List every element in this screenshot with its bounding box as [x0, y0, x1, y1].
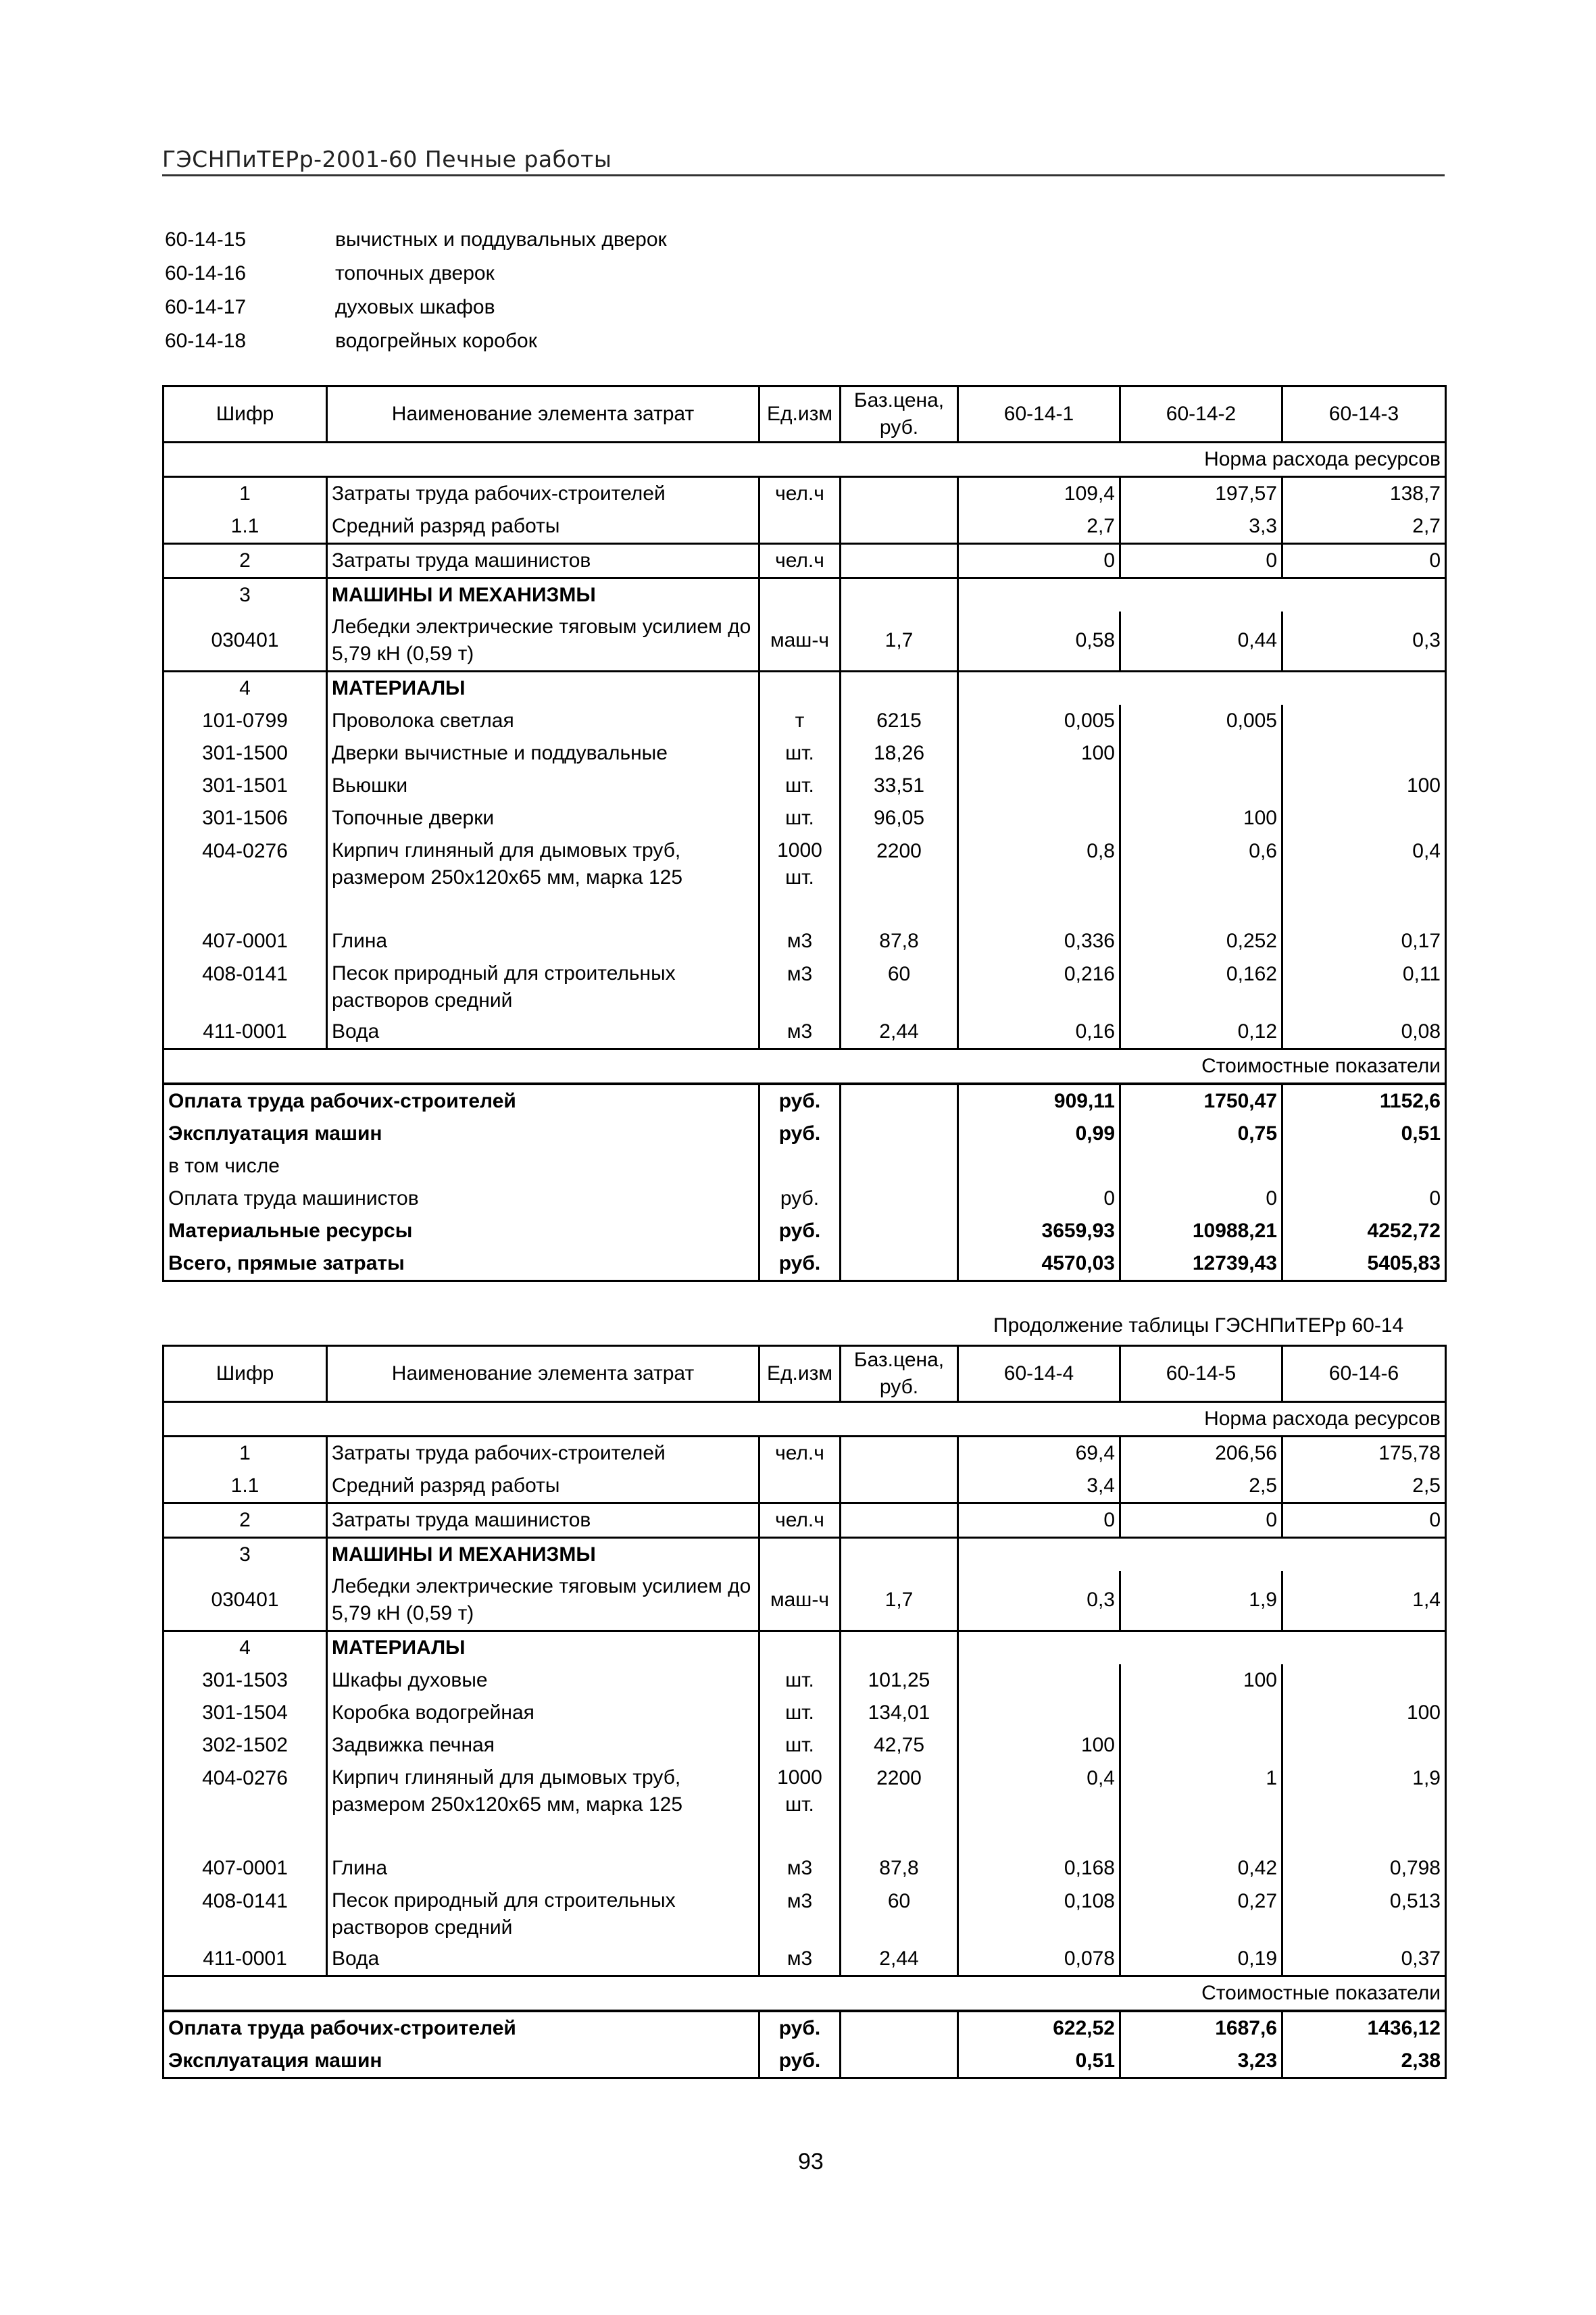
row-value-1: 0,58: [958, 612, 1120, 671]
row-unit: чел.ч: [759, 477, 841, 511]
row-value-1: 109,4: [958, 477, 1120, 511]
row-name: Средний разряд работы: [327, 1470, 759, 1503]
row-value-1: 2,7: [958, 510, 1120, 544]
running-header: ГЭСНПиТЕРр-2001-60 Печные работы: [162, 146, 612, 172]
row-value-2: [1120, 737, 1282, 770]
cost-unit: руб.: [759, 2011, 841, 2045]
row-unit: чел.ч: [759, 1503, 841, 1538]
cost-section-row: [164, 1049, 1446, 1084]
header-col-1: 60-14-4: [958, 1346, 1120, 1402]
row-value-3: 138,7: [1282, 477, 1446, 511]
section-row: [164, 578, 1446, 612]
cost-unit: руб.: [759, 1215, 841, 1247]
row-value-3: 0: [1282, 544, 1446, 578]
page-number: 93: [798, 2149, 824, 2174]
section-row: [164, 671, 1446, 705]
row-unit: шт.: [759, 1697, 841, 1729]
row-value-2: 100: [1120, 1664, 1282, 1697]
header-name: Наименование элемента затрат: [327, 1346, 759, 1402]
cost-value-1: 4570,03: [958, 1247, 1120, 1281]
row-value-1: 0,078: [958, 1943, 1120, 1976]
row-unit: м3: [759, 1016, 841, 1049]
row-value-1: 3,4: [958, 1470, 1120, 1503]
cost-section-row: [164, 1976, 1446, 2011]
row-value-2: 1: [1120, 1762, 1282, 1852]
row-value-3: 100: [1282, 770, 1446, 802]
header-name: Наименование элемента затрат: [327, 387, 759, 443]
row-code: 404-0276: [164, 1762, 327, 1852]
row-value-2: [1120, 770, 1282, 802]
row-code: 2: [164, 544, 327, 578]
section-title: МАШИНЫ И МЕХАНИЗМЫ: [327, 578, 759, 612]
row-price: [841, 477, 958, 511]
row-price: [841, 510, 958, 544]
row-code: 411-0001: [164, 1016, 327, 1049]
row-unit: м3: [759, 925, 841, 957]
row-name: Средний разряд работы: [327, 510, 759, 544]
row-name: Вода: [327, 1016, 759, 1049]
row-code: 030401: [164, 1571, 327, 1631]
code-list-code: 60-14-17: [165, 296, 247, 318]
row-value-2: 0: [1120, 544, 1282, 578]
row-value-2: 0,005: [1120, 705, 1282, 737]
row-unit: шт.: [759, 1729, 841, 1762]
row-value-1: [958, 1697, 1120, 1729]
row-unit: м3: [759, 957, 841, 1016]
row-code: 407-0001: [164, 1852, 327, 1885]
row-code: 101-0799: [164, 705, 327, 737]
cost-row: [164, 1247, 1446, 1281]
header-rule: [162, 174, 1445, 176]
row-value-3: 0,513: [1282, 1885, 1446, 1943]
row-code: 408-0141: [164, 957, 327, 1016]
row-unit: маш-ч: [759, 612, 841, 671]
row-value-2: 3,3: [1120, 510, 1282, 544]
row-value-2: 0,162: [1120, 957, 1282, 1016]
row-price: [841, 1503, 958, 1538]
row-value-1: 0: [958, 1503, 1120, 1538]
row-unit: маш-ч: [759, 1571, 841, 1631]
row-name: Вода: [327, 1943, 759, 1976]
row-value-3: 0,4: [1282, 835, 1446, 925]
row-code: 302-1502: [164, 1729, 327, 1762]
row-code: 1.1: [164, 510, 327, 544]
row-value-1: 0,4: [958, 1762, 1120, 1852]
table-row: [164, 1729, 1446, 1762]
row-name: Топочные дверки: [327, 802, 759, 835]
row-value-1: 0,336: [958, 925, 1120, 957]
cost-value-3: 2,38: [1282, 2045, 1446, 2078]
row-code: 3: [164, 1538, 327, 1572]
table-row: [164, 705, 1446, 737]
row-code: 4: [164, 671, 327, 705]
cost-unit: руб.: [759, 1247, 841, 1281]
row-code: 408-0141: [164, 1885, 327, 1943]
row-name: Задвижка печная: [327, 1729, 759, 1762]
row-unit: чел.ч: [759, 1437, 841, 1470]
resource-table-1: [162, 385, 1447, 1282]
header-unit: Ед.изм: [759, 387, 841, 443]
cost-value-1: [958, 1150, 1120, 1183]
row-value-3: 2,5: [1282, 1470, 1446, 1503]
row-value-3: [1282, 1729, 1446, 1762]
cost-row: [164, 1183, 1446, 1215]
cost-value-3: 5405,83: [1282, 1247, 1446, 1281]
row-price: 2,44: [841, 1943, 958, 1976]
row-name: Затраты труда машинистов: [327, 1503, 759, 1538]
cost-value-1: 3659,93: [958, 1215, 1120, 1247]
row-price: 2,44: [841, 1016, 958, 1049]
row-name: Затраты труда машинистов: [327, 544, 759, 578]
row-value-1: 0,005: [958, 705, 1120, 737]
row-price: 2200: [841, 1762, 958, 1852]
row-value-3: 0,798: [1282, 1852, 1446, 1885]
row-code: 407-0001: [164, 925, 327, 957]
code-list-text: вычистных и поддувальных дверок: [335, 228, 667, 251]
section-title: МАТЕРИАЛЫ: [327, 1631, 759, 1664]
norm-section-row: [164, 1402, 1446, 1437]
resource-table-2: [162, 1345, 1447, 2079]
row-price: [841, 1437, 958, 1470]
section-row: [164, 1631, 1446, 1664]
section-title: МАТЕРИАЛЫ: [327, 671, 759, 705]
table-row: [164, 835, 1446, 925]
code-list-code: 60-14-18: [165, 330, 247, 352]
row-value-3: 0,11: [1282, 957, 1446, 1016]
cost-name: Всего, прямые затраты: [164, 1247, 759, 1281]
row-price: 18,26: [841, 737, 958, 770]
row-value-1: 0,168: [958, 1852, 1120, 1885]
row-name: Вьюшки: [327, 770, 759, 802]
row-unit: т: [759, 705, 841, 737]
row-price: [841, 544, 958, 578]
row-unit: 1000 шт.: [759, 1762, 841, 1852]
row-value-3: 0,08: [1282, 1016, 1446, 1049]
code-list-code: 60-14-15: [165, 228, 247, 251]
row-name: Дверки вычистные и поддувальные: [327, 737, 759, 770]
code-list-text: водогрейных коробок: [335, 330, 537, 352]
row-price: 2200: [841, 835, 958, 925]
row-unit: м3: [759, 1852, 841, 1885]
row-value-2: 1,9: [1120, 1571, 1282, 1631]
row-price: 96,05: [841, 802, 958, 835]
code-list: [165, 223, 1111, 358]
cost-row: [164, 1150, 1446, 1183]
row-price: 101,25: [841, 1664, 958, 1697]
code-list-code: 60-14-16: [165, 262, 247, 284]
row-value-1: 0: [958, 544, 1120, 578]
cost-unit: руб.: [759, 2045, 841, 2078]
cost-section-label: Стоимостные показатели: [164, 1049, 1446, 1084]
row-price: 87,8: [841, 1852, 958, 1885]
cost-name: Эксплуатация машин: [164, 1118, 759, 1150]
row-unit: м3: [759, 1943, 841, 1976]
code-list-text: духовых шкафов: [335, 296, 495, 318]
cost-value-1: 909,11: [958, 1084, 1120, 1118]
row-unit: чел.ч: [759, 544, 841, 578]
row-unit: [759, 510, 841, 544]
table-row: [164, 544, 1446, 578]
cost-row: [164, 1118, 1446, 1150]
row-name: Глина: [327, 925, 759, 957]
cost-value-2: 12739,43: [1120, 1247, 1282, 1281]
row-unit: шт.: [759, 770, 841, 802]
cost-name: Оплата труда рабочих-строителей: [164, 2011, 759, 2045]
row-name: Проволока светлая: [327, 705, 759, 737]
code-list-item: [165, 291, 1111, 324]
row-value-3: [1282, 1664, 1446, 1697]
row-value-2: 0,19: [1120, 1943, 1282, 1976]
row-name: Глина: [327, 1852, 759, 1885]
header-col-3: 60-14-3: [1282, 387, 1446, 443]
cost-row: [164, 2045, 1446, 2078]
cost-name: Оплата труда машинистов: [164, 1183, 759, 1215]
row-unit: м3: [759, 1885, 841, 1943]
row-name: Коробка водогрейная: [327, 1697, 759, 1729]
header-code: Шифр: [164, 387, 327, 443]
table-row: [164, 1016, 1446, 1049]
row-unit: [759, 1470, 841, 1503]
header-price: Баз.цена, руб.: [841, 1346, 958, 1402]
row-unit: шт.: [759, 737, 841, 770]
row-name: Лебедки электрические тяговым усилием до 5,79 кН (0,59 т): [327, 612, 759, 671]
row-value-3: 0,17: [1282, 925, 1446, 957]
row-name: Кирпич глиняный для дымовых труб, размером 250х120х65 мм, марка 125: [327, 1762, 759, 1852]
section-title: МАШИНЫ И МЕХАНИЗМЫ: [327, 1538, 759, 1572]
norm-section-label: Норма расхода ресурсов: [164, 443, 1446, 477]
row-name: Песок природный для строительных растворов средний: [327, 1885, 759, 1943]
row-value-2: 206,56: [1120, 1437, 1282, 1470]
row-value-2: 0,44: [1120, 612, 1282, 671]
cost-unit: руб.: [759, 1084, 841, 1118]
row-unit: 1000 шт.: [759, 835, 841, 925]
cost-value-3: 4252,72: [1282, 1215, 1446, 1247]
row-value-1: 0,216: [958, 957, 1120, 1016]
code-list-text: топочных дверок: [335, 262, 495, 284]
row-price: 60: [841, 957, 958, 1016]
header-col-2: 60-14-2: [1120, 387, 1282, 443]
row-value-2: 0,252: [1120, 925, 1282, 957]
row-value-2: 0,12: [1120, 1016, 1282, 1049]
row-value-3: 1,4: [1282, 1571, 1446, 1631]
table-row: [164, 925, 1446, 957]
row-value-1: 0,3: [958, 1571, 1120, 1631]
row-price: 42,75: [841, 1729, 958, 1762]
row-code: 301-1500: [164, 737, 327, 770]
row-code: 301-1504: [164, 1697, 327, 1729]
table-row: [164, 737, 1446, 770]
row-value-2: 100: [1120, 802, 1282, 835]
continuation-caption: Продолжение таблицы ГЭСНПиТЕРр 60-14: [993, 1314, 1404, 1337]
cost-value-3: 0: [1282, 1183, 1446, 1215]
norm-section-label: Норма расхода ресурсов: [164, 1402, 1446, 1437]
table-row: [164, 1852, 1446, 1885]
row-value-1: 0,8: [958, 835, 1120, 925]
table-row: [164, 1503, 1446, 1538]
table-row: [164, 802, 1446, 835]
row-code: 030401: [164, 612, 327, 671]
cost-value-1: 622,52: [958, 2011, 1120, 2045]
cost-value-2: 0,75: [1120, 1118, 1282, 1150]
table-row: [164, 1571, 1446, 1631]
code-list-item: [165, 223, 1111, 257]
cost-row: [164, 2011, 1446, 2045]
cost-value-2: 1687,6: [1120, 2011, 1282, 2045]
cost-name: Оплата труда рабочих-строителей: [164, 1084, 759, 1118]
row-value-1: 0,108: [958, 1885, 1120, 1943]
row-price: 87,8: [841, 925, 958, 957]
row-price: [841, 1470, 958, 1503]
header-price: Баз.цена, руб.: [841, 387, 958, 443]
cost-value-3: 0,51: [1282, 1118, 1446, 1150]
row-value-1: [958, 802, 1120, 835]
row-code: 301-1503: [164, 1664, 327, 1697]
row-value-2: [1120, 1729, 1282, 1762]
table-row: [164, 1885, 1446, 1943]
cost-value-3: 1152,6: [1282, 1084, 1446, 1118]
table-row: [164, 1762, 1446, 1852]
table-row: [164, 612, 1446, 671]
norm-section-row: [164, 443, 1446, 477]
row-value-1: 100: [958, 737, 1120, 770]
section-row: [164, 1538, 1446, 1572]
table-row: [164, 1470, 1446, 1503]
cost-value-3: 1436,12: [1282, 2011, 1446, 2045]
cost-value-2: 0: [1120, 1183, 1282, 1215]
row-price: 134,01: [841, 1697, 958, 1729]
cost-value-2: 1750,47: [1120, 1084, 1282, 1118]
row-name: Песок природный для строительных растворов средний: [327, 957, 759, 1016]
row-name: Затраты труда рабочих-строителей: [327, 477, 759, 511]
cost-value-2: [1120, 1150, 1282, 1183]
cost-row: [164, 1084, 1446, 1118]
code-list-item: [165, 324, 1111, 358]
cost-row: [164, 1215, 1446, 1247]
cost-value-1: 0,99: [958, 1118, 1120, 1150]
row-unit: шт.: [759, 1664, 841, 1697]
table-row: [164, 957, 1446, 1016]
table-row: [164, 1943, 1446, 1976]
row-price: 60: [841, 1885, 958, 1943]
row-value-3: 0,3: [1282, 612, 1446, 671]
table-row: [164, 1437, 1446, 1470]
cost-section-label: Стоимостные показатели: [164, 1976, 1446, 2011]
table-row: [164, 477, 1446, 511]
row-price: 1,7: [841, 612, 958, 671]
table-row: [164, 1664, 1446, 1697]
cost-value-2: 10988,21: [1120, 1215, 1282, 1247]
row-code: 1: [164, 477, 327, 511]
row-code: 1: [164, 1437, 327, 1470]
row-value-3: 0: [1282, 1503, 1446, 1538]
row-value-3: 2,7: [1282, 510, 1446, 544]
table-row: [164, 510, 1446, 544]
row-price: 1,7: [841, 1571, 958, 1631]
row-value-3: [1282, 802, 1446, 835]
row-value-3: 1,9: [1282, 1762, 1446, 1852]
row-value-2: 0,27: [1120, 1885, 1282, 1943]
cost-value-2: 3,23: [1120, 2045, 1282, 2078]
row-value-2: [1120, 1697, 1282, 1729]
row-value-2: 0,42: [1120, 1852, 1282, 1885]
row-code: 4: [164, 1631, 327, 1664]
cost-unit: руб.: [759, 1183, 841, 1215]
cost-name: в том числе: [164, 1150, 759, 1183]
header-col-1: 60-14-1: [958, 387, 1120, 443]
row-code: 404-0276: [164, 835, 327, 925]
header-unit: Ед.изм: [759, 1346, 841, 1402]
row-unit: шт.: [759, 802, 841, 835]
row-name: Затраты труда рабочих-строителей: [327, 1437, 759, 1470]
header-col-3: 60-14-6: [1282, 1346, 1446, 1402]
row-value-3: [1282, 737, 1446, 770]
row-value-1: 100: [958, 1729, 1120, 1762]
header-col-2: 60-14-5: [1120, 1346, 1282, 1402]
row-code: 301-1501: [164, 770, 327, 802]
header-code: Шифр: [164, 1346, 327, 1402]
cost-unit: руб.: [759, 1118, 841, 1150]
cost-name: Эксплуатация машин: [164, 2045, 759, 2078]
row-value-1: [958, 770, 1120, 802]
table-row: [164, 770, 1446, 802]
row-code: 411-0001: [164, 1943, 327, 1976]
row-value-1: 69,4: [958, 1437, 1120, 1470]
table-row: [164, 1697, 1446, 1729]
cost-value-3: [1282, 1150, 1446, 1183]
row-code: 1.1: [164, 1470, 327, 1503]
row-value-3: [1282, 705, 1446, 737]
cost-value-1: 0: [958, 1183, 1120, 1215]
row-value-2: 0: [1120, 1503, 1282, 1538]
row-value-2: 2,5: [1120, 1470, 1282, 1503]
row-code: 3: [164, 578, 327, 612]
cost-value-1: 0,51: [958, 2045, 1120, 2078]
row-code: 301-1506: [164, 802, 327, 835]
cost-name: Материальные ресурсы: [164, 1215, 759, 1247]
table-header-row: [164, 1346, 1446, 1402]
row-name: Шкафы духовые: [327, 1664, 759, 1697]
row-code: 2: [164, 1503, 327, 1538]
row-value-3: 0,37: [1282, 1943, 1446, 1976]
row-name: Лебедки электрические тяговым усилием до 5,79 кН (0,59 т): [327, 1571, 759, 1631]
table-header-row: [164, 387, 1446, 443]
row-price: 6215: [841, 705, 958, 737]
row-name: Кирпич глиняный для дымовых труб, размером 250х120х65 мм, марка 125: [327, 835, 759, 925]
row-value-2: 197,57: [1120, 477, 1282, 511]
row-value-1: [958, 1664, 1120, 1697]
row-value-2: 0,6: [1120, 835, 1282, 925]
row-price: 33,51: [841, 770, 958, 802]
row-value-3: 100: [1282, 1697, 1446, 1729]
cost-unit: [759, 1150, 841, 1183]
code-list-item: [165, 257, 1111, 291]
row-value-3: 175,78: [1282, 1437, 1446, 1470]
row-value-1: 0,16: [958, 1016, 1120, 1049]
